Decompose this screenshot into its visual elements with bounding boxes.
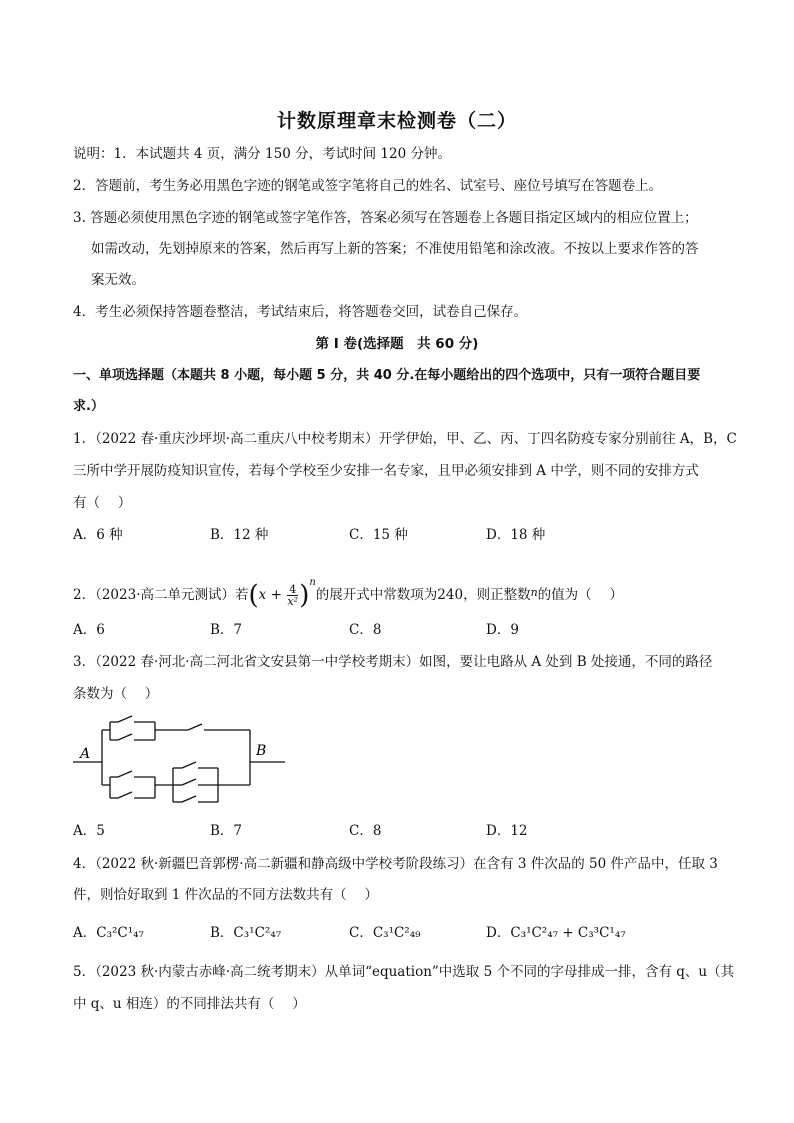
instruction-4: 4．考生必须保持答题卷整洁，考试结束后，将答题卷交回，试卷自己保存。 <box>73 304 528 320</box>
q4-option-b[interactable]: B．C₃¹C²₄₇ <box>210 925 282 941</box>
q4-line-1: 4．（2022 秋·新疆巴音郭楞·高二新疆和静高级中学校考阶段练习）在含有 3 件次品的 50 件产品中，任取 3 <box>73 856 718 872</box>
switch-bottom-5 <box>182 796 196 802</box>
q1-line-1: 1．（2022 春·重庆沙坪坝·高二重庆八中校考期末）开学伊始，甲、乙、丙、丁四名防疫专家分别前往 A，B，C <box>73 431 737 447</box>
instruction-3-cont: 如需改动，先划掉原来的答案，然后再写上新的答案；不准使用铅笔和涂改液。不按以上要求作答的答 <box>91 241 699 257</box>
q1-option-d[interactable]: D．18 种 <box>486 527 546 543</box>
q4-option-a[interactable]: A．C₃²C¹₄₇ <box>73 925 144 941</box>
q2-var: n <box>530 586 538 599</box>
q4-option-c[interactable]: C．C₃¹C²₄₉ <box>349 925 421 941</box>
q2-value: 240 <box>437 587 464 603</box>
q1-option-a[interactable]: A．6 种 <box>73 527 123 543</box>
q2-fraction <box>287 584 298 607</box>
q3-option-d[interactable]: D．12 <box>486 823 528 839</box>
instruction-1: 说明：1．本试题共 4 页，满分 150 分，考试时间 120 分钟。 <box>73 146 451 162</box>
q2-mid: 的展开式中常数项为 <box>315 587 438 603</box>
q2-close-paren: ) <box>299 580 310 611</box>
q1-line-2: 三所中学开展防疫知识宣传，若每个学校至少安排一名专家，且甲必须安排到 A 中学，则不同的安排方式 <box>73 463 699 479</box>
q4-option-d[interactable]: D．C₃¹C²₄₇ + C₃³C¹₄₇ <box>486 925 626 941</box>
q2-option-b[interactable]: B．7 <box>210 622 243 638</box>
q3-option-c[interactable]: C．8 <box>349 823 382 839</box>
q1-line-3: 有（ ） <box>73 495 132 511</box>
q2-mid2: ，则正整数 <box>463 587 531 603</box>
section1-heading-cont: 求.） <box>73 399 104 414</box>
q5-line-2: 中 q、u 相连）的不同排法共有（ ） <box>73 996 306 1012</box>
q3-line-1: 3．（2022 春·河北·高二河北省文安县第一中学校考期末）如图，要让电路从 A 处到 B 处接通，不同的路径 <box>73 654 713 670</box>
switch-top-1 <box>118 716 132 722</box>
q2-line <box>73 568 723 611</box>
instruction-3: 3. 答题必须使用黑色字迹的钢笔或签字笔作答，答案必须写在答题卷上各题目指定区域内的相应位置上； <box>73 210 698 226</box>
q2-x: x <box>258 587 267 603</box>
q1-option-c[interactable]: C．15 种 <box>349 527 408 543</box>
q2-frac-num: 4 <box>289 583 297 596</box>
switch-bottom-3 <box>182 762 196 768</box>
q2-option-c[interactable]: C．8 <box>349 622 382 638</box>
q2-option-a[interactable]: A．6 <box>73 622 105 638</box>
q2-option-d[interactable]: D．9 <box>486 622 519 638</box>
q3-line-2: 条数为（ ） <box>73 686 159 702</box>
section1-heading: 一、单项选择题（本题共 8 小题，每小题 5 分，共 40 分.在每小题给出的四个选项中，只有一项符合题目要 <box>73 368 701 383</box>
instruction-3-end: 案无效。 <box>91 272 145 288</box>
q5-line-1: 5．（2023 秋·内蒙古赤峰·高二统考期末）从单词“equation”中选取 5 个不同的字母排成一排，含有 q、u（其 <box>73 964 735 980</box>
q3-option-a[interactable]: A．5 <box>73 823 105 839</box>
circuit-diagram <box>70 710 290 810</box>
switch-bottom-4 <box>182 779 196 785</box>
switch-bottom-2 <box>118 792 132 798</box>
q2-open-paren: ( <box>248 580 259 611</box>
label-b: B <box>256 743 267 759</box>
q2-frac-den: x² <box>287 595 298 608</box>
q2-power: n <box>309 577 316 588</box>
switch-top-2 <box>118 734 132 740</box>
q1-option-b[interactable]: B．12 种 <box>210 527 269 543</box>
instruction-2: 2．答题前，考生务必用黑色字迹的钢笔或签字笔将自己的姓名、试室号、座位号填写在答题卷上。 <box>73 178 663 194</box>
q2-plus: + <box>270 587 282 603</box>
q3-option-b[interactable]: B．7 <box>210 823 243 839</box>
switch-bottom-1 <box>118 771 132 777</box>
switch-top-3 <box>188 724 202 730</box>
part1-heading: 第 I 卷(选择题 共 60 分) <box>315 336 479 352</box>
q4-line-2: 件，则恰好取到 1 件次品的不同方法数共有（ ） <box>73 887 378 903</box>
q2-suffix: 的值为（ ） <box>537 587 623 603</box>
label-a: A <box>80 746 91 762</box>
page-title: 计数原理章末检测卷（二） <box>276 110 517 132</box>
q2-prefix: 2．（2023·高二单元测试）若 <box>73 587 249 603</box>
